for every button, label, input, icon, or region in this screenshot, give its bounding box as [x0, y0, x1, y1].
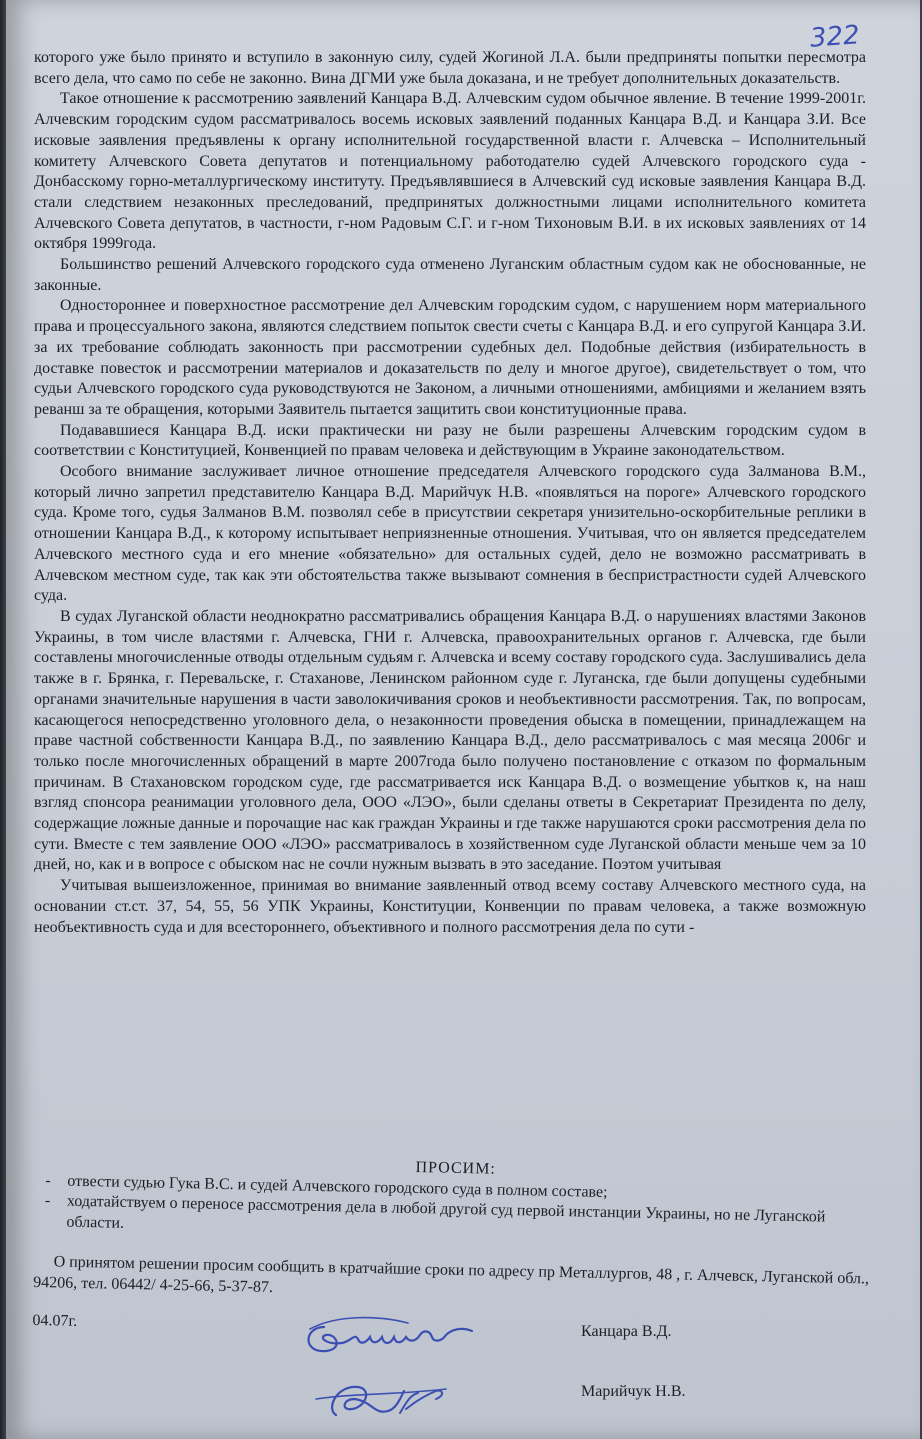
request-heading: ПРОСИМ: [415, 1158, 497, 1178]
signer-name: Канцара В.Д. [581, 1323, 672, 1340]
request-item: - ходатайствуем о переносе рассмотрения дела в любой другой суд первой инстанции Украины, но не Луганской области. [54, 1191, 875, 1249]
letter-body [34, 48, 866, 938]
document-date: 04.07г. [32, 1311, 78, 1330]
handwritten-signature [296, 1365, 496, 1425]
paragraph: Большинство решений Алчевского городского суда отменено Луганским областным судом как не обоснованные, не законные. [34, 256, 866, 294]
contact-note: О принятом решении просим сообщить в кратчайшие сроки по адресу пр Металлургов, 48 , г. Алчевск, Луганской обл., 94206, тел. 06442/ 4-25-66, 5-37-87. [33, 1253, 870, 1296]
paragraph: В судах Луганской области неоднократно рассматривались обращения Канцара В.Д. о нарушениях властями Законов Украины, в том числе властями г. Алчевска, ГНИ г. Алчевска, правоохранительных органов г. Алчевска, где были составлены многочисленные отводы отдельным судьям г. Алчевска и всему составу городского суда. Заслушивались дела также в г. Брянка, г. Перевальске, г. Стаханове, Ленинском районном суде г. Луганска, где были допущены судебными органами значительные нарушения в части заволокичивания сроков и необъективности рассмотрения. Так, по вопросам, касающегося непосредственно уголовного дела, о незаконности проведения обыска в помещении, принадлежащем на праве частной собственности Канцара В.Д., по заявлению Канцара В.Д., дело рассматривалось с мая месяца 2006г и только после многочисленных обращений в марте 2007года было получено постановление с отказом по формальным причинам. В Стахановском городском суде, где рассматривается иск Канцара В.Д. о возмещение убытков к, на наш взгляд спонсора реанимации уголовного дела, ООО «ЛЭО», были сделаны ответы в Секретариат Президента по делу, содержащие ложные данные и порочащие нас как граждан Украины и где также нарушаются сроки рассмотрения дела по сути. Вместе с тем заявление ООО «ЛЭО» рассматривалось в хозяйственном суде Луганской области меньше чем за 10 дней, но, как и в вопросе с обыском нас не сочли нужным вызвать в это заседание. Поэтом учитывая [34, 607, 866, 874]
page-number: 322 [809, 20, 861, 54]
request-item: - отвести судью Гука В.С. и судей Алчевского городского суда в полном составе; [55, 1171, 875, 1209]
handwritten-signature [296, 1305, 496, 1365]
paragraph: Такое отношение к рассмотрению заявлений Канцара В.Д. Алчевским судом обычное явление. В течение 1999-2001г. Алчевским городским судом рассматривалось восемь исковых заявлений поданных Канцара В.Д. и Канцара З.И. Все исковые заявления предъявлены к органу исполнительной государственной власти г. Алчевска – Исполнительный комитету Алчевского Совета депутатов и потенциальному работодателю судей Алчевского городского суда - Донбасскому горно-металлургическому институту. Предъявлявшиеся в Алчевский суд исковые заявления Канцара В.Д. стали следствием незаконных преследований, предпринятых должностными лицами исполнительного комитета Алчевского Совета депутатов, в частности, г-ном Радовым С.Г. и г-ном Тихоновым В.И. в их исковых заявлениях от 14 октября 1999года. [34, 90, 866, 253]
paragraph: Одностороннее и поверхностное рассмотрение дел Алчевским городским судом, с нарушением норм материального права и процессуального закона, являются следствием попыток свести счеты с Канцара В.Д. и его супругой Канцара З.И. за их требование соблюдать законность при рассмотрении судебных дел. Подобные действия (избирательность в доставке повесток и рассмотрении материалов и доказательств по делу и многое другое), свидетельствует о том, что судьи Алчевского городского суда руководствуются не Законом, а личными отношениями, амбициями и желанием взять реванш за те обращения, которыми Заявитель пытается защитить свои конституционные права. [34, 297, 866, 418]
signer-name: Марийчук Н.В. [581, 1383, 686, 1400]
paragraph: которого уже было принято и вступило в законную силу, судей Жогиной Л.А. были предприняты попытки пересмотра всего дела, что само по себе не законно. Вина ДГМИ уже была доказана, и не требует дополнительных доказательств. [34, 49, 866, 87]
document-page [6, 0, 920, 1439]
paragraph: Особого внимание заслуживает личное отношение председателя Алчевского городского суда Залманова В.М., который лично запретил представителю Канцара В.Д. Марийчук Н.В. «появляться на пороге» Алчевского городского суда. Кроме того, судья Залманов В.М. позволял себе в присутствии секретаря унизительно-оскорбительные реплики в отношении Канцара В.Д., к которому испытывает неприязненные отношения. Учитывая, что он является председателем Алчевского местного суда и его мнение «обязательно» для остальных судей, дело не возможно рассматривать в Алчевском местном суде, так как эти обстоятельства также вызывают сомнения в беспристрастности судей Алчевского суда. [34, 463, 866, 605]
paragraph: Подававшиеся Канцара В.Д. иски практически ни разу не были разрешены Алчевским городским судом в соответствии с Конституцией, Конвенцией по правам человека и действующим в Украине законодательством. [34, 421, 866, 460]
paragraph: Учитывая вышеизложенное, принимая во внимание заявленный отвод всему составу Алчевского местного суда, на основании ст.ст. 37, 54, 55, 56 УПК Украины, Конституции, Конвенции по правам человека, а также возможную необъективность суда и для всестороннего, объективного и полного рассмотрения дела по сути - [34, 877, 866, 936]
signature-row [296, 1365, 716, 1425]
signature-row [296, 1305, 716, 1365]
